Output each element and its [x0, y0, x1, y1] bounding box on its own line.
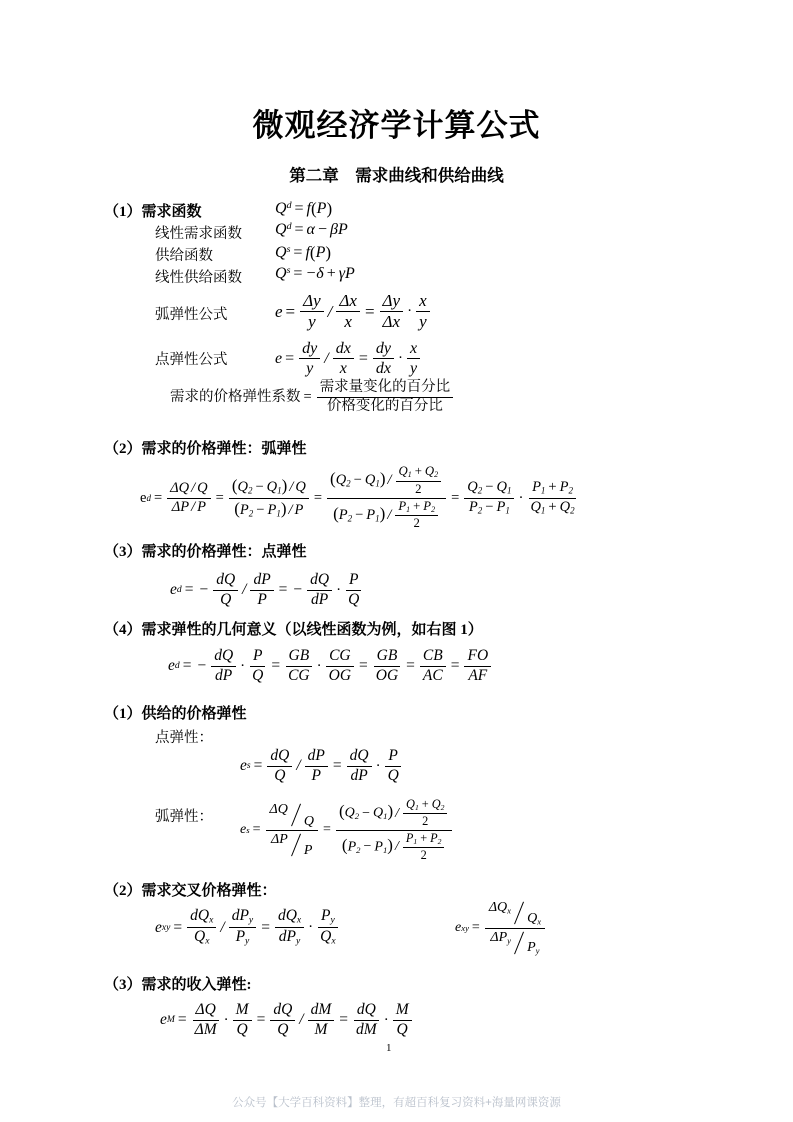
formula-linear-demand-function: $Q^d$ = α − βP	[275, 221, 348, 238]
label-linear-supply-function: 线性供给函数	[155, 270, 242, 286]
formula-supply-arc-elasticity: e s = ΔQ Q ΔP P = $(Q_2 - Q_1)$ / $\frac{Q_1 + Q_2}{2}$ $(P_2 - P_1)$ / $\frac{P_1 + P_2}{2}$	[240, 798, 454, 862]
formula-demand-function: $Q^d$ = f ( P )	[275, 199, 333, 218]
formula-price-elasticity-words: 需求的价格弹性系数 = $\frac{\text{需求量变化的百分比}}{\text{价格变化的百分比}}$	[170, 380, 455, 414]
formula-geometric-meaning: e d = − $\frac{dQ}{dP}$ · $\frac{P}{Q}$ = $\frac{GB}{CG}$ · $\frac{CG}{OG}$ = $\frac{GB}{OG}$ = $\frac{CB}{AC}$ = $\frac{FO}{AF}$	[168, 648, 493, 684]
formula-demand-point-elasticity: e d = − $\frac{dQ}{Q}$ / $\frac{dP}{P}$ = − $\frac{dQ}{dP}$ · $\frac{P}{Q}$	[170, 572, 364, 608]
label-supply-function: 供给函数	[155, 248, 213, 264]
page-title: 微观经济学计算公式	[252, 108, 541, 143]
chapter-subtitle: 第二章 需求曲线和供给曲线	[289, 166, 504, 185]
formula-supply-function: $Q^s$ = f ( P )	[275, 243, 332, 262]
section-heading-3: （3）需求的价格弹性：点弹性	[104, 544, 307, 560]
label-point-elasticity-formula: 点弹性公式	[155, 352, 228, 368]
formula-cross-price-elasticity-arc: e xy = $\Delta Q_x$ $Q_x$ $\Delta P_y$ $P_y$	[455, 900, 547, 956]
section-heading-4: （4）需求弹性的几何意义（以线性函数为例，如右图 1）	[104, 622, 483, 638]
formula-arc-elasticity-generic: e = $\frac{\Delta y}{y}$ / $\frac{\Delta x}{x}$ = $\frac{\Delta y}{\Delta x}$ · $\frac{x}{y}$	[275, 292, 432, 332]
label-linear-demand-function: 线性需求函数	[155, 226, 242, 242]
price-elasticity-coefficient-label: 需求的价格弹性系数	[170, 388, 301, 405]
formula-linear-supply-function: $Q^s$ = −δ + γP	[275, 265, 355, 282]
section-heading-1: （1）需求函数	[104, 204, 202, 220]
formula-demand-arc-elasticity: e d = $\frac{\Delta Q / Q}{\Delta P / P}$ = $\frac{(Q_2 - Q_1) / Q}{(P_2 - P_1) / P}$ = $(Q_2 - Q_1)$ / $\frac{Q_1 + Q_2}{2}$ $(P_2 - P_1)$ / $\frac{P_1 + P_2}{2}$ = $\frac{Q_2 - Q_1}{P_2 - P_1}$ · $\frac{P_1 + P_2}{Q_1 + Q_2}$	[140, 464, 575, 531]
section-heading-2: （2）需求的价格弹性：弧弹性	[104, 441, 307, 457]
label-supply-arc-elasticity: 弧弹性：	[155, 809, 213, 825]
label-arc-elasticity-formula: 弧弹性公式	[155, 307, 228, 323]
section-heading-6: （2）需求交叉价格弹性：	[104, 883, 277, 899]
label-supply-point-elasticity: 点弹性：	[155, 730, 213, 746]
footer-watermark: 公众号【大学百科资料】整理，有超百科复习资料+海量网课资源	[232, 1097, 561, 1109]
section-heading-5: （1）供给的价格弹性	[104, 706, 247, 722]
formula-income-elasticity: e M = $\frac{\Delta Q}{\Delta M}$ · $\frac{M}{Q}$ = $\frac{dQ}{Q}$ / $\frac{dM}{M}$ = $\frac{dQ}{dM}$ · $\frac{M}{Q}$	[160, 1002, 414, 1038]
denominator-price-percent: 价格变化的百分比	[326, 397, 443, 414]
page-number: 1	[386, 1042, 392, 1054]
numerator-quantity-percent: 需求量变化的百分比	[317, 380, 454, 398]
formula-point-elasticity-generic: e = $\frac{dy}{y}$ / $\frac{dx}{x}$ = $\frac{dy}{dx}$ · $\frac{x}{y}$	[275, 340, 422, 378]
formula-supply-point-elasticity: e s = $\frac{dQ}{Q}$ / $\frac{dP}{P}$ = $\frac{dQ}{dP}$ · $\frac{P}{Q}$	[240, 748, 404, 784]
section-heading-7: （3）需求的收入弹性:	[104, 977, 252, 993]
formula-cross-price-elasticity-point: e xy = $\frac{dQ_x}{Q_x}$ / $\frac{dP_y}{P_y}$ = $\frac{dQ_x}{dP_y}$ · $\frac{P_y}{Q_x}$	[155, 908, 341, 947]
